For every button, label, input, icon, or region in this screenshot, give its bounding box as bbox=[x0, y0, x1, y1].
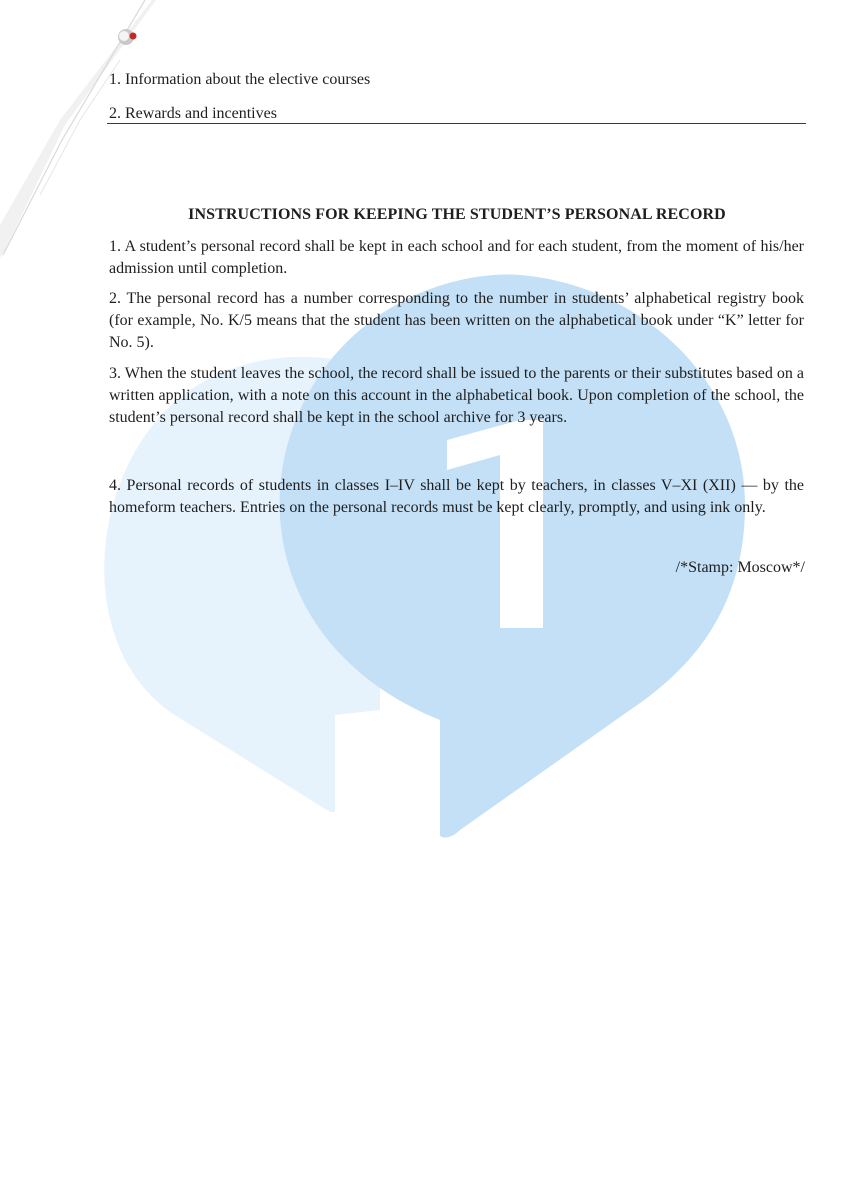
horizontal-rule bbox=[107, 123, 806, 124]
stamp-note: /*Stamp: Moscow*/ bbox=[675, 559, 805, 576]
instruction-paragraph-4: 4. Personal records of students in classes I–IV shall be kept by teachers, in classes V–XI (XII) — by the homeform teachers. Entries on the personal records must be kept clearly, promptly, and using ink only. bbox=[109, 477, 804, 516]
instruction-paragraph-3: 3. When the student leaves the school, the record shall be issued to the parents or their substitutes based on a written application, with a note on this account in the alphabetical book. Upon completion of the school, the student’s personal record shall be kept in the school archive for 3 years. bbox=[109, 365, 804, 426]
toc-item-rewards: 2. Rewards and incentives bbox=[109, 105, 277, 122]
document-title: INSTRUCTIONS FOR KEEPING THE STUDENT’S PERSONAL RECORD bbox=[188, 206, 726, 223]
instruction-paragraph-2: 2. The personal record has a number corresponding to the number in students’ alphabetical registry book (for example, No. K/5 means that the student has been written on the alphabetical book under “K” letter for No. 5). bbox=[109, 290, 804, 351]
instruction-paragraph-1: 1. A student’s personal record shall be kept in each school and for each student, from the moment of his/her admission until completion. bbox=[109, 238, 804, 277]
toc-item-elective-courses: 1. Information about the elective courses bbox=[109, 71, 371, 88]
